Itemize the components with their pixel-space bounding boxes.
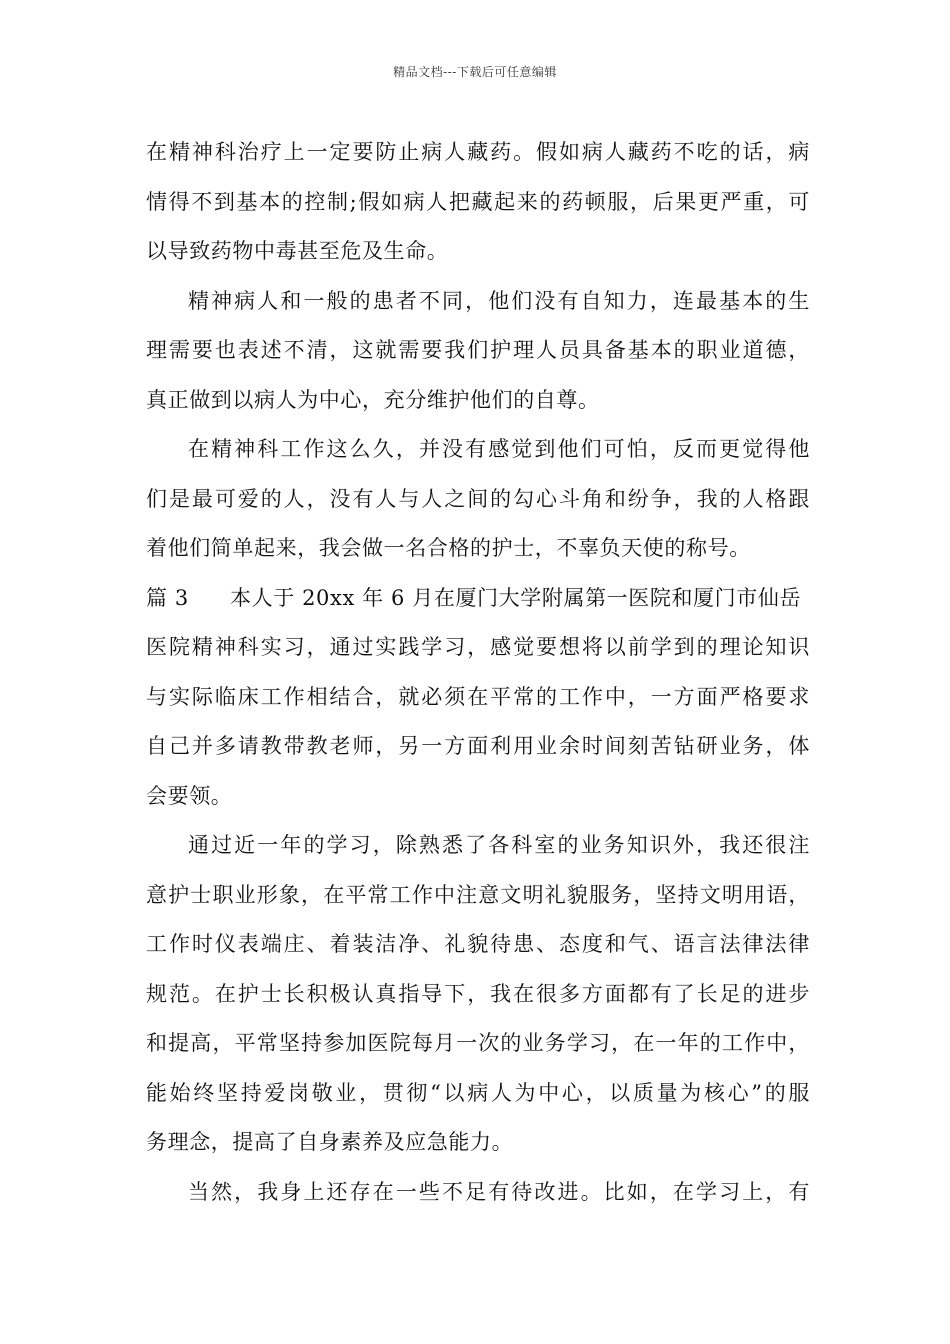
- text-line: 着他们简单起来，我会做一名合格的护士，不辜负天使的称号。: [146, 536, 751, 560]
- text-line: 在精神科工作这么久，并没有感觉到他们可怕，反而更觉得他: [188, 437, 810, 461]
- paragraph: [146, 132, 810, 281]
- text-line: 当然，我身上还存在一些不足有待改进。比如，在学习上，有: [188, 1179, 810, 1204]
- text-line: 务理念，提高了自身素养及应急能力。: [146, 1130, 514, 1154]
- section-label: 篇 3: [146, 585, 189, 610]
- paragraph: [146, 281, 810, 430]
- paragraph: [146, 578, 810, 826]
- text-line: 在精神科治疗上一定要防止病人藏药。假如病人藏药不吃的话，病: [146, 140, 810, 164]
- text-line: 能始终坚持爱岗敬业，贯彻“以病人为中心，以质量为核心”的服: [146, 1080, 810, 1105]
- text-line: 精神病人和一般的患者不同，他们没有自知力，连最基本的生: [188, 288, 810, 313]
- text-line: 情得不到基本的控制;假如病人把藏起来的药顿服，后果更严重，可: [146, 189, 810, 214]
- page-header: 精品文档---下载后可任意编辑: [393, 65, 557, 79]
- text-line: 理需要也表述不清，这就需要我们护理人员具备基本的职业道德，: [146, 338, 810, 362]
- text-line: 意护士职业形象，在平常工作中注意文明礼貌服务，坚持文明用语，: [146, 882, 810, 907]
- document-body: [146, 132, 810, 1221]
- text-line: 医院精神科实习，通过实践学习，感觉要想将以前学到的理论知识: [146, 635, 810, 659]
- paragraph: [146, 825, 810, 1172]
- text-span: 本人于 20xx 年 6 月在厦门大学附属第一医院和厦门市仙岳: [230, 585, 802, 610]
- text-line: 和提高，平常坚持参加医院每月一次的业务学习，在一年的工作中，: [146, 1031, 810, 1055]
- text-line: 自己并多请教带教老师，另一方面利用业余时间刻苦钻研业务，体: [146, 734, 810, 758]
- text-line: 们是最可爱的人，没有人与人之间的勾心斗角和纷争，我的人格跟: [146, 486, 810, 511]
- text-line: 工作时仪表端庄、着装洁净、礼貌待患、态度和气、语言法律法律: [146, 932, 810, 956]
- text-line: 真正做到以病人为中心，充分维护他们的自尊。: [146, 387, 600, 412]
- text-line: 会要领。: [146, 783, 233, 808]
- paragraph: [146, 429, 810, 578]
- text-line: [146, 578, 810, 628]
- text-line: 与实际临床工作相结合，就必须在平常的工作中，一方面严格要求: [146, 684, 810, 709]
- text-line: 通过近一年的学习，除熟悉了各科室的业务知识外，我还很注: [188, 833, 810, 857]
- text-line: 以导致药物中毒甚至危及生命。: [146, 239, 449, 263]
- text-line: 规范。在护士长积极认真指导下，我在很多方面都有了长足的进步: [146, 981, 810, 1006]
- paragraph: [146, 1172, 810, 1222]
